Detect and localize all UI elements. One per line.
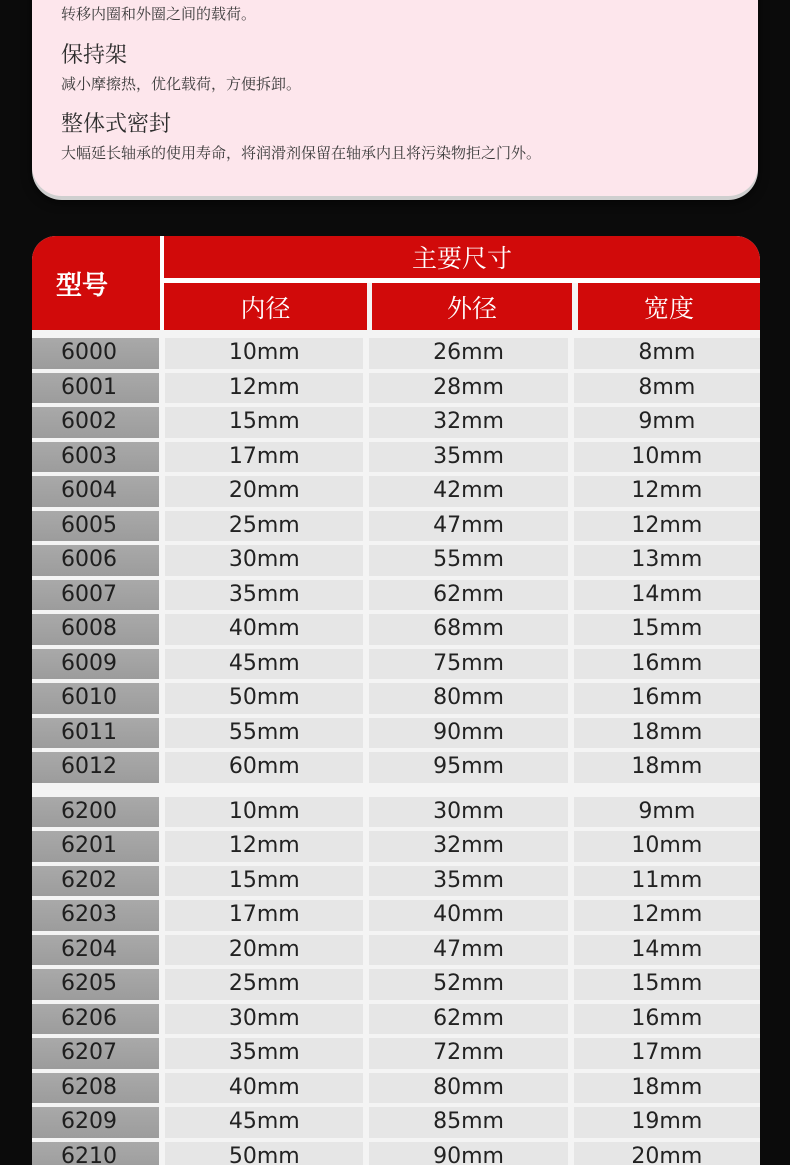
table-row <box>32 1038 760 1069</box>
inner-diameter-cell: 20mm <box>165 476 363 507</box>
outer-diameter-cell: 90mm <box>369 718 567 749</box>
model-cell: 6010 <box>32 683 159 714</box>
inner-diameter-cell: 20mm <box>165 935 363 966</box>
feature-title: 保持架 <box>61 43 128 68</box>
table-row <box>32 511 760 542</box>
table-row <box>32 683 760 714</box>
width-cell: 10mm <box>574 442 760 473</box>
width-cell: 12mm <box>574 900 760 931</box>
table-row <box>32 935 760 966</box>
outer-diameter-cell: 35mm <box>369 442 567 473</box>
width-cell: 20mm <box>574 1142 760 1165</box>
width-cell: 16mm <box>574 683 760 714</box>
model-cell: 6201 <box>32 831 159 862</box>
inner-diameter-cell: 35mm <box>165 580 363 611</box>
outer-diameter-cell: 35mm <box>369 866 567 897</box>
inner-diameter-cell: 10mm <box>165 338 363 369</box>
width-cell: 10mm <box>574 831 760 862</box>
table-row <box>32 1073 760 1104</box>
width-cell: 14mm <box>574 935 760 966</box>
width-cell: 19mm <box>574 1107 760 1138</box>
feature-cage <box>61 43 301 94</box>
inner-diameter-cell: 30mm <box>165 1004 363 1035</box>
outer-diameter-cell: 62mm <box>369 1004 567 1035</box>
width-cell: 14mm <box>574 580 760 611</box>
inner-diameter-cell: 50mm <box>165 683 363 714</box>
table-row <box>32 969 760 1000</box>
model-cell: 6203 <box>32 900 159 931</box>
model-cell: 6005 <box>32 511 159 542</box>
width-cell: 18mm <box>574 752 760 783</box>
model-cell: 6209 <box>32 1107 159 1138</box>
outer-diameter-cell: 85mm <box>369 1107 567 1138</box>
outer-diameter-cell: 26mm <box>369 338 567 369</box>
width-cell: 16mm <box>574 1004 760 1035</box>
table-row <box>32 545 760 576</box>
table-row <box>32 407 760 438</box>
table-row <box>32 797 760 828</box>
table-row <box>32 649 760 680</box>
outer-diameter-cell: 68mm <box>369 614 567 645</box>
table-row <box>32 1142 760 1165</box>
width-cell: 12mm <box>574 476 760 507</box>
outer-diameter-cell: 42mm <box>369 476 567 507</box>
outer-diameter-cell: 30mm <box>369 797 567 828</box>
feature-title: 整体式密封 <box>61 112 172 137</box>
model-cell: 6210 <box>32 1142 159 1165</box>
feature-desc: 减小摩擦热，优化载荷，方便拆卸。 <box>61 75 302 93</box>
outer-diameter-header: 外径 <box>372 283 572 330</box>
inner-diameter-cell: 45mm <box>165 1107 363 1138</box>
model-cell: 6206 <box>32 1004 159 1035</box>
feature-seal <box>61 112 541 163</box>
outer-diameter-cell: 75mm <box>369 649 567 680</box>
width-cell: 15mm <box>574 614 760 645</box>
inner-diameter-cell: 50mm <box>165 1142 363 1165</box>
width-cell: 8mm <box>574 338 760 369</box>
feature-desc: 转移内圈和外圈之间的载荷。 <box>61 5 257 23</box>
model-cell: 6002 <box>32 407 159 438</box>
outer-diameter-cell: 32mm <box>369 831 567 862</box>
inner-diameter-cell: 15mm <box>165 866 363 897</box>
table-body <box>32 338 760 1165</box>
model-cell: 6200 <box>32 797 159 828</box>
width-header: 宽度 <box>578 283 760 330</box>
outer-diameter-cell: 40mm <box>369 900 567 931</box>
model-cell: 6012 <box>32 752 159 783</box>
width-cell: 11mm <box>574 866 760 897</box>
inner-diameter-cell: 60mm <box>165 752 363 783</box>
outer-diameter-cell: 80mm <box>369 1073 567 1104</box>
series-separator <box>32 787 760 797</box>
inner-diameter-header: 内径 <box>164 283 367 330</box>
table-row <box>32 580 760 611</box>
width-cell: 17mm <box>574 1038 760 1069</box>
model-header: 型号 <box>32 236 160 330</box>
outer-diameter-cell: 47mm <box>369 935 567 966</box>
model-cell: 6204 <box>32 935 159 966</box>
width-cell: 9mm <box>574 407 760 438</box>
width-cell: 13mm <box>574 545 760 576</box>
inner-diameter-cell: 40mm <box>165 1073 363 1104</box>
feature-load <box>61 4 256 24</box>
model-cell: 6007 <box>32 580 159 611</box>
outer-diameter-cell: 32mm <box>369 407 567 438</box>
table-row <box>32 476 760 507</box>
main-dimensions-header: 主要尺寸 <box>164 236 760 278</box>
width-cell: 9mm <box>574 797 760 828</box>
outer-diameter-cell: 47mm <box>369 511 567 542</box>
model-cell: 6202 <box>32 866 159 897</box>
inner-diameter-cell: 40mm <box>165 614 363 645</box>
inner-diameter-cell: 15mm <box>165 407 363 438</box>
width-cell: 15mm <box>574 969 760 1000</box>
model-cell: 6208 <box>32 1073 159 1104</box>
inner-diameter-cell: 17mm <box>165 900 363 931</box>
inner-diameter-cell: 35mm <box>165 1038 363 1069</box>
model-cell: 6205 <box>32 969 159 1000</box>
table-row <box>32 338 760 369</box>
feature-desc: 大幅延长轴承的使用寿命，将润滑剂保留在轴承内且将污染物拒之门外。 <box>61 144 542 162</box>
width-cell: 12mm <box>574 511 760 542</box>
outer-diameter-cell: 52mm <box>369 969 567 1000</box>
table-row <box>32 900 760 931</box>
model-cell: 6006 <box>32 545 159 576</box>
inner-diameter-cell: 55mm <box>165 718 363 749</box>
inner-diameter-cell: 25mm <box>165 511 363 542</box>
table-row <box>32 614 760 645</box>
model-cell: 6004 <box>32 476 159 507</box>
outer-diameter-cell: 95mm <box>369 752 567 783</box>
table-row <box>32 1004 760 1035</box>
inner-diameter-cell: 12mm <box>165 373 363 404</box>
outer-diameter-cell: 55mm <box>369 545 567 576</box>
model-cell: 6008 <box>32 614 159 645</box>
width-cell: 18mm <box>574 1073 760 1104</box>
model-cell: 6011 <box>32 718 159 749</box>
model-cell: 6009 <box>32 649 159 680</box>
table-row <box>32 442 760 473</box>
outer-diameter-cell: 62mm <box>369 580 567 611</box>
table-row <box>32 752 760 783</box>
table-row <box>32 866 760 897</box>
inner-diameter-cell: 30mm <box>165 545 363 576</box>
inner-diameter-cell: 17mm <box>165 442 363 473</box>
model-cell: 6001 <box>32 373 159 404</box>
table-row <box>32 831 760 862</box>
outer-diameter-cell: 72mm <box>369 1038 567 1069</box>
model-cell: 6000 <box>32 338 159 369</box>
inner-diameter-cell: 10mm <box>165 797 363 828</box>
model-cell: 6207 <box>32 1038 159 1069</box>
outer-diameter-cell: 90mm <box>369 1142 567 1165</box>
outer-diameter-cell: 80mm <box>369 683 567 714</box>
width-cell: 8mm <box>574 373 760 404</box>
outer-diameter-cell: 28mm <box>369 373 567 404</box>
features-card <box>32 0 758 196</box>
width-cell: 16mm <box>574 649 760 680</box>
table-row <box>32 718 760 749</box>
model-cell: 6003 <box>32 442 159 473</box>
table-row <box>32 1107 760 1138</box>
width-cell: 18mm <box>574 718 760 749</box>
inner-diameter-cell: 45mm <box>165 649 363 680</box>
inner-diameter-cell: 12mm <box>165 831 363 862</box>
table-row <box>32 373 760 404</box>
inner-diameter-cell: 25mm <box>165 969 363 1000</box>
dimension-table <box>32 236 760 1165</box>
